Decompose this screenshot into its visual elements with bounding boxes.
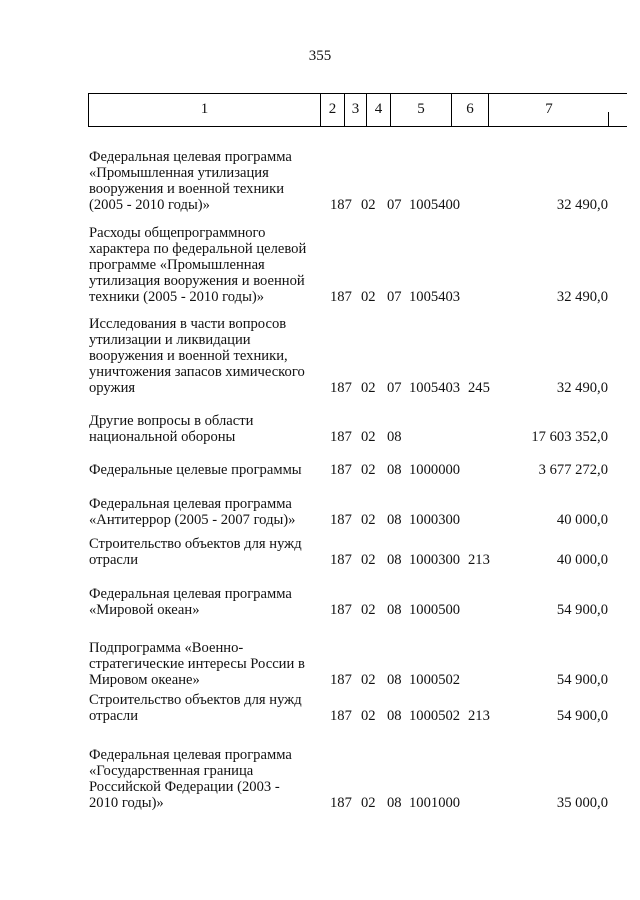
description-line: (2005 - 2010 годы)» — [89, 197, 210, 213]
row-description — [89, 692, 321, 724]
header-col-1: 1 — [200, 101, 209, 117]
description-line: стратегические интересы России в — [89, 656, 305, 672]
description-line: Строительство объектов для нужд — [89, 692, 302, 708]
cell-admin-code: 187 — [330, 289, 352, 305]
table-row — [0, 640, 640, 688]
cell-section-code: 02 — [361, 197, 376, 213]
cell-target-article: 1005403 — [409, 289, 461, 305]
cell-amount: 17 603 352,0 — [531, 429, 608, 445]
cell-target-article: 1005400 — [409, 197, 461, 213]
row-description — [89, 586, 321, 618]
description-line: «Антитеррор (2005 - 2007 годы)» — [89, 512, 296, 528]
description-line: техники (2005 - 2010 годы)» — [89, 289, 265, 305]
cell-expense-type: 245 — [468, 380, 490, 396]
cell-expense-type: 213 — [468, 552, 490, 568]
table-row — [0, 586, 640, 618]
cell-amount: 40 000,0 — [556, 552, 608, 568]
cell-subsection-code: 08 — [387, 512, 402, 528]
description-line: Федеральная целевая программа — [89, 149, 292, 165]
cell-admin-code: 187 — [330, 602, 352, 618]
cell-section-code: 02 — [361, 512, 376, 528]
cell-subsection-code: 08 — [387, 602, 402, 618]
cell-amount: 32 490,0 — [556, 289, 608, 305]
page-number: 355 — [308, 48, 332, 64]
cell-section-code: 02 — [361, 289, 376, 305]
table-row — [0, 536, 640, 568]
cell-admin-code: 187 — [330, 672, 352, 688]
cell-amount: 54 900,0 — [556, 672, 608, 688]
row-description — [89, 640, 321, 688]
cell-section-code: 02 — [361, 380, 376, 396]
row-description — [89, 462, 321, 478]
cell-target-article: 1000502 — [409, 672, 461, 688]
table-row — [0, 149, 640, 213]
cell-admin-code: 187 — [330, 708, 352, 724]
cell-subsection-code: 08 — [387, 708, 402, 724]
row-description — [89, 413, 321, 445]
cell-expense-type: 213 — [468, 708, 490, 724]
cell-target-article: 1005403 — [409, 380, 461, 396]
description-line: отрасли — [89, 708, 139, 724]
cell-amount: 32 490,0 — [556, 197, 608, 213]
row-description — [89, 225, 321, 305]
description-line: характера по федеральной целевой — [89, 241, 307, 257]
description-line: Расходы общепрограммного — [89, 225, 266, 241]
cell-subsection-code: 08 — [387, 552, 402, 568]
cell-amount: 54 900,0 — [556, 602, 608, 618]
description-line: 2010 годы)» — [89, 795, 164, 811]
cell-section-code: 02 — [361, 795, 376, 811]
header-col-5: 5 — [417, 101, 425, 117]
description-line: утилизация вооружения и военной — [89, 273, 305, 289]
description-line: вооружения и военной техники, — [89, 348, 288, 364]
table-row — [0, 316, 640, 396]
cell-section-code: 02 — [361, 672, 376, 688]
description-line: оружия — [89, 380, 136, 396]
cell-section-code: 02 — [361, 602, 376, 618]
cell-target-article: 1000502 — [409, 708, 461, 724]
cell-amount: 40 000,0 — [556, 512, 608, 528]
description-line: «Промышленная утилизация — [89, 165, 269, 181]
cell-target-article: 1001000 — [409, 795, 461, 811]
cell-subsection-code: 08 — [387, 429, 402, 445]
description-line: национальной обороны — [89, 429, 236, 445]
header-col-4: 4 — [374, 101, 383, 117]
table-row — [0, 462, 640, 478]
description-line: Федеральная целевая программа — [89, 496, 292, 512]
table-row — [0, 496, 640, 528]
cell-subsection-code: 07 — [387, 197, 402, 213]
description-line: Подпрограмма «Военно- — [89, 640, 244, 656]
cell-subsection-code: 08 — [387, 462, 402, 478]
description-line: Строительство объектов для нужд — [89, 536, 302, 552]
cell-subsection-code: 08 — [387, 795, 402, 811]
cell-admin-code: 187 — [330, 795, 352, 811]
description-line: Российской Федерации (2003 - — [89, 779, 280, 795]
table-row — [0, 225, 640, 305]
row-description — [89, 747, 321, 811]
cell-subsection-code: 07 — [387, 289, 402, 305]
cell-amount: 3 677 272,0 — [538, 462, 608, 478]
description-line: отрасли — [89, 552, 139, 568]
table-row — [0, 692, 640, 724]
cell-target-article: 1000500 — [409, 602, 461, 618]
description-line: Федеральная целевая программа — [89, 747, 292, 763]
description-line: «Мировой океан» — [89, 602, 200, 618]
cell-section-code: 02 — [361, 708, 376, 724]
cell-section-code: 02 — [361, 552, 376, 568]
description-line: Федеральные целевые программы — [89, 462, 302, 478]
table-row — [0, 413, 640, 445]
table-row — [0, 747, 640, 811]
header-col-3: 3 — [351, 101, 360, 117]
cell-section-code: 02 — [361, 429, 376, 445]
cell-admin-code: 187 — [330, 552, 352, 568]
description-line: вооружения и военной техники — [89, 181, 284, 197]
description-line: Другие вопросы в области — [89, 413, 254, 429]
cell-amount: 54 900,0 — [556, 708, 608, 724]
description-line: утилизации и ликвидации — [89, 332, 251, 348]
row-description — [89, 316, 321, 396]
description-line: Исследования в части вопросов — [89, 316, 287, 332]
cell-target-article: 1000300 — [409, 552, 461, 568]
header-col-2: 2 — [328, 101, 337, 117]
cell-subsection-code: 08 — [387, 672, 402, 688]
header-col-7: 7 — [545, 101, 553, 117]
description-line: программе «Промышленная — [89, 257, 265, 273]
cell-target-article: 1000000 — [409, 462, 461, 478]
cell-admin-code: 187 — [330, 462, 352, 478]
cell-amount: 35 000,0 — [556, 795, 608, 811]
cell-section-code: 02 — [361, 462, 376, 478]
cell-admin-code: 187 — [330, 197, 352, 213]
header-col-6: 6 — [466, 101, 474, 117]
cell-target-article: 1000300 — [409, 512, 461, 528]
row-description — [89, 149, 321, 213]
description-line: Мировом океане» — [89, 672, 200, 688]
description-line: «Государственная граница — [89, 763, 254, 779]
description-line: Федеральная целевая программа — [89, 586, 292, 602]
row-description — [89, 536, 321, 568]
cell-admin-code: 187 — [330, 429, 352, 445]
cell-admin-code: 187 — [330, 380, 352, 396]
description-line: уничтожения запасов химического — [89, 364, 305, 380]
cell-amount: 32 490,0 — [556, 380, 608, 396]
cell-admin-code: 187 — [330, 512, 352, 528]
row-description — [89, 496, 321, 528]
cell-subsection-code: 07 — [387, 380, 402, 396]
